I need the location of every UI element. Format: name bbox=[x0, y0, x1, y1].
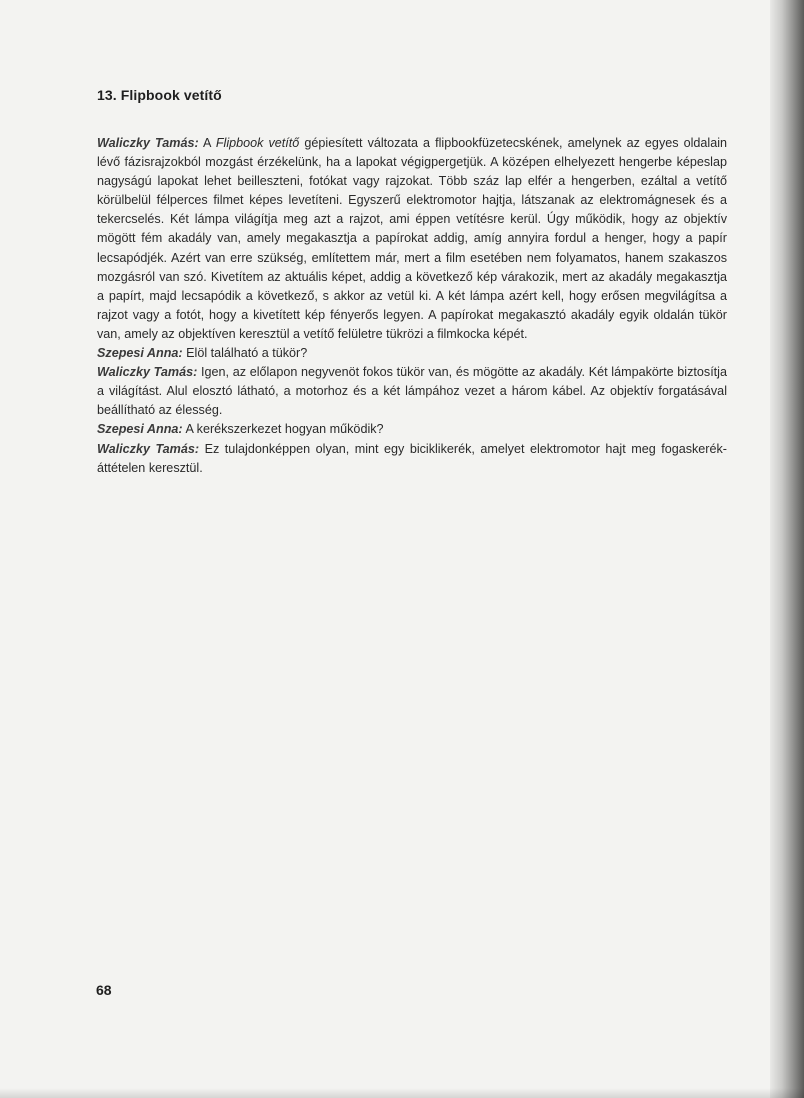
dialogue-paragraph-5 bbox=[97, 440, 727, 478]
paragraph-text: A bbox=[203, 136, 211, 150]
paragraph-text: Ez tulajdonképpen olyan, mint egy biciklikerék, amelyet elektromotor hajt meg fogaskerék-áttételen keresztül. bbox=[97, 441, 727, 475]
dialogue-paragraph-1 bbox=[97, 134, 727, 344]
speaker-name: Szepesi Anna: bbox=[97, 422, 183, 437]
paragraph-text: Elöl található a tükör? bbox=[186, 346, 308, 361]
paragraph-text: A kerékszerkezet hogyan működik? bbox=[185, 422, 384, 437]
paragraph-text: Igen, az előlapon negyvenöt fokos tükör van, és mögötte az akadály. Két lámpakörte biztosítja a világítást. Alul elosztó látható, a motorhoz és a két lámpához vezet a három kábel. Az objektív forgatásával beállítható az élesség. bbox=[97, 365, 727, 418]
speaker-name: Waliczky Tamás: bbox=[97, 136, 199, 150]
speaker-name: Waliczky Tamás: bbox=[97, 365, 198, 380]
page-number: 68 bbox=[96, 982, 112, 998]
section-title: 13. Flipbook vetítő bbox=[97, 87, 222, 103]
page-content bbox=[97, 87, 727, 478]
speaker-name: Waliczky Tamás: bbox=[97, 441, 200, 456]
dialogue-paragraph-2 bbox=[97, 344, 727, 363]
dialogue-paragraph-4 bbox=[97, 420, 727, 439]
paragraph-text: gépiesített változata a flipbookfüzetecskének, amelynek az egyes oldalain lévő fázisrajzokból mozgást érzékelünk, ha a lapokat végigpergetjük. A középen elhelyezett hengerbe képeslap nagyságú lapokat lehet beilleszteni, fotókat vagy rajzokat. Több száz lap elfér a hengerben, ezáltal a vetítő körülbelül félperces filmet képes levetíteni. Egyszerű elektromotor hajtja, látszanak az elektromágnesek és a tekercselés. Két lámpa világítja meg azt a rajzot, ami éppen vetítésre kerül. Úgy működik, hogy az objektív mögött fém akadály van, amely megakasztja a papírokat addig, amíg annyira fordul a henger, hogy a papír lecsapódjék. Azért van erre szükség, említettem már, mert a film esetében nem folyamatos, hanem szakaszos mozgásról van szó. Kivetítem az aktuális képet, addig a következő kép várakozik, mert az akadály megakasztja a papírt, majd lecsapódik a következő, s akkor az vetül ki. A két lámpa azért kell, hogy erősen megvilágítsa a rajzot vagy a fotót, hogy a kivetített kép fényerős legyen. A papírokat megakasztó akadály egyik oldalán tükör van, amely az objektíven keresztül a vetítő felületre tükrözi a filmkocka képét. bbox=[97, 136, 728, 341]
speaker-name: Szepesi Anna: bbox=[97, 346, 183, 361]
dialogue-paragraph-3 bbox=[97, 363, 727, 420]
page-bottom-shadow bbox=[0, 1088, 804, 1098]
page-binding-shadow bbox=[770, 0, 804, 1098]
emphasized-title: Flipbook vetítő bbox=[215, 136, 300, 150]
